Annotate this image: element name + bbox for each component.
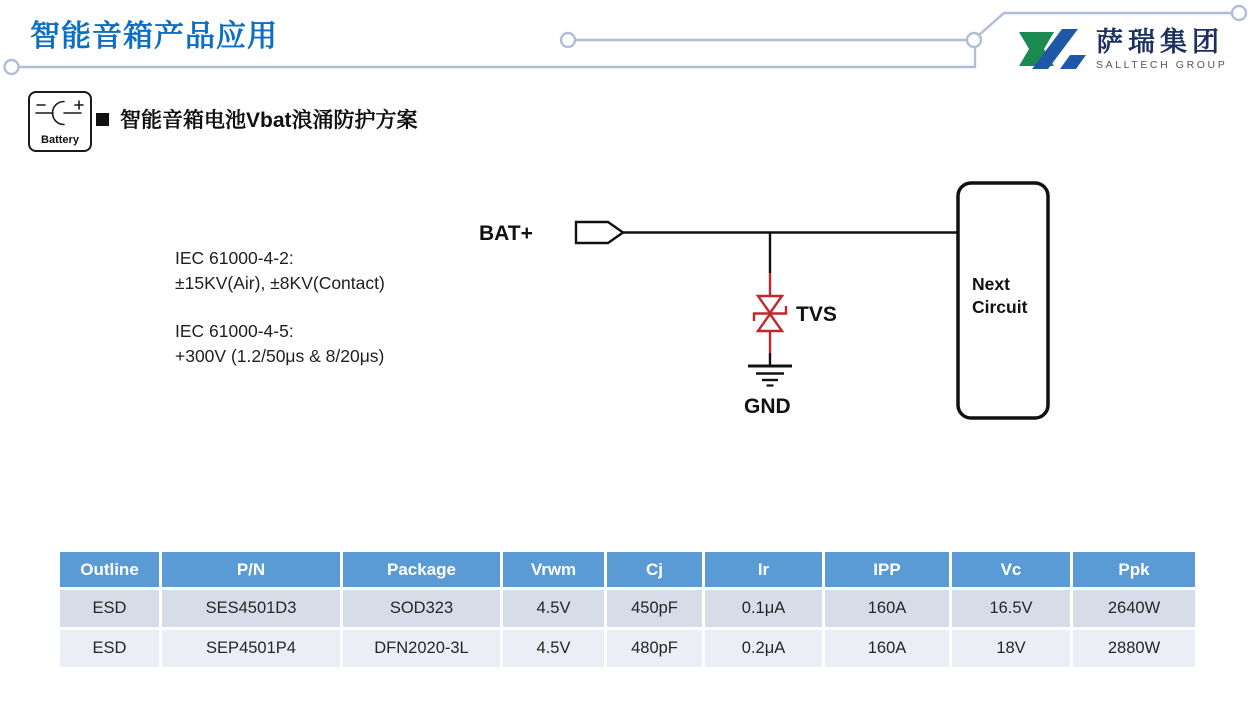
company-logo [1016, 26, 1227, 73]
circuit-schematic [440, 170, 1080, 440]
table-cell: 2880W [1073, 630, 1195, 667]
table-cell: 18V [952, 630, 1070, 667]
table-cell: 0.2μA [705, 630, 822, 667]
battery-card [28, 91, 92, 152]
standard-iec-61000-4-5 [175, 319, 385, 368]
section-heading [96, 104, 418, 134]
table-cell: ESD [60, 590, 159, 627]
section-heading-text: 智能音箱电池Vbat浪涌防护方案 [120, 109, 418, 132]
deco-node-icon [561, 33, 575, 47]
column-header-ir: Ir [705, 552, 822, 587]
table-cell: 160A [825, 590, 949, 627]
tvs-diode-icon [754, 296, 786, 331]
square-bullet-icon [96, 113, 109, 126]
column-header-ipp: IPP [825, 552, 949, 587]
table-cell: 4.5V [503, 630, 604, 667]
table-cell: 2640W [1073, 590, 1195, 627]
company-name-en: SALLTECH GROUP [1096, 58, 1228, 71]
table-cell: 16.5V [952, 590, 1070, 627]
column-header-ppk: Ppk [1073, 552, 1195, 587]
deco-node-icon [1232, 6, 1246, 20]
column-header-vc: Vc [952, 552, 1070, 587]
deco-node-icon [5, 60, 19, 74]
column-header-outline: Outline [60, 552, 159, 587]
table-cell: DFN2020-3L [343, 630, 500, 667]
column-header-pn: P/N [162, 552, 340, 587]
next-circuit-label-line1: Next [972, 274, 1010, 294]
table-cell: 160A [825, 630, 949, 667]
table-cell: 450pF [607, 590, 702, 627]
table-cell: 4.5V [503, 590, 604, 627]
table-cell: 480pF [607, 630, 702, 667]
standard-line: IEC 61000-4-2: [175, 248, 294, 268]
company-name-cn: 萨瑞集团 [1096, 26, 1224, 57]
column-header-package: Package [343, 552, 500, 587]
table-cell: ESD [60, 630, 159, 667]
standards-text [175, 246, 385, 368]
deco-node-icon [967, 33, 981, 47]
standard-line: ±15KV(Air), ±8KV(Contact) [175, 272, 385, 293]
column-header-cj: Cj [607, 552, 702, 587]
standard-line: +300V (1.2/50μs & 8/20μs) [175, 345, 385, 366]
table-cell: 0.1μA [705, 590, 822, 627]
circuit-bat-label: BAT+ [479, 222, 533, 245]
battery-card-label: Battery [41, 134, 79, 146]
circuit-tvs-label: TVS [796, 303, 837, 326]
input-connector-icon [576, 222, 623, 243]
standard-line: IEC 61000-4-5: [175, 321, 294, 341]
company-logo-text [1096, 26, 1228, 71]
table-cell: SOD323 [343, 590, 500, 627]
ground-icon [748, 366, 792, 386]
circuit-gnd-label: GND [744, 395, 791, 418]
next-circuit-label-line2: Circuit [972, 297, 1028, 317]
table-cell: SEP4501P4 [162, 630, 340, 667]
battery-cell-icon [32, 98, 88, 126]
standard-iec-61000-4-2 [175, 246, 385, 295]
table-cell: SES4501D3 [162, 590, 340, 627]
company-logo-mark-icon [1016, 26, 1088, 73]
column-header-vrwm: Vrwm [503, 552, 604, 587]
spec-table [60, 552, 1195, 667]
page-title: 智能音箱产品应用 [30, 20, 278, 53]
